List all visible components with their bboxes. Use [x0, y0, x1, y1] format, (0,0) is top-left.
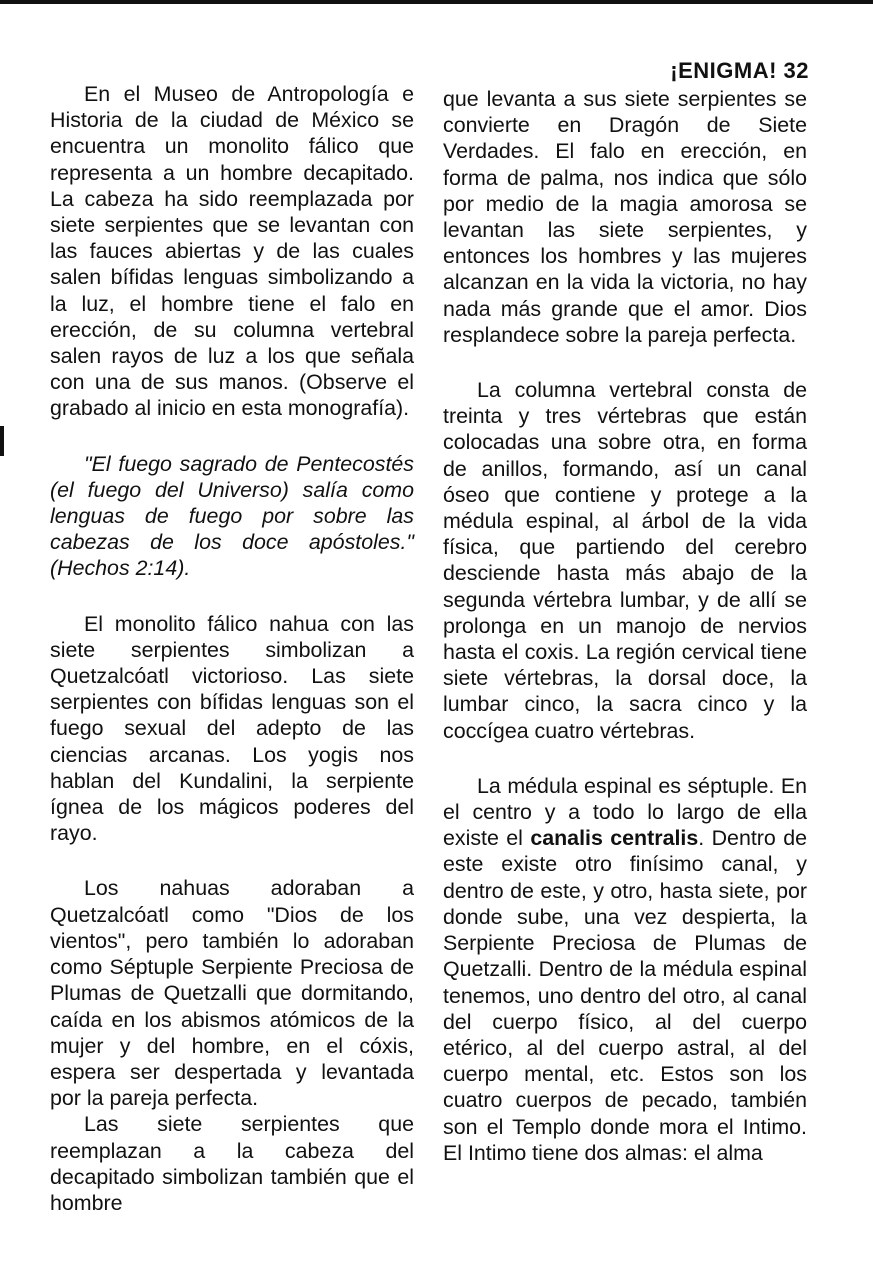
paragraph-museum: En el Museo de Antropología e Historia de la ciudad de México se encuentra un monolito fálico que representa a un hombre decapitado. La cabeza ha sido reemplazada por siete serpientes que se levantan con las fauces abiertas y de las cuales salen bífidas lenguas simbolizando a la luz, el hombre tiene el falo en erección, de su columna vertebral salen rayos de luz a los que señala con una de sus manos. (Observe el grabado al inicio en esta monografía).: [50, 82, 414, 421]
canalis-centralis-term: canalis centralis: [530, 826, 699, 851]
quote-text: "El fuego sagrado de Pentecostés (el fuego del Universo) salía como lenguas de fuego por sobre las cabezas de los doce apóstoles.": [50, 451, 414, 555]
quote-reference: (Hechos 2:14).: [50, 556, 191, 581]
left-edge-mark: [0, 426, 4, 456]
left-column: [50, 81, 414, 1216]
quote-pentecost: [50, 451, 414, 582]
paragraph-monolith: El monolito fálico nahua con las siete serpientes simbolizan a Quetzalcóatl victorioso. Las siete serpientes con bífidas lenguas son el fuego sexual del adepto de las ciencias arcanas. Los yogis nos hablan del Kundalini, la serpiente ígnea de los mágicos poderes del rayo.: [50, 611, 414, 846]
top-border-rule: [0, 0, 873, 4]
paragraph-spine: La columna vertebral consta de treinta y tres vértebras que están colocadas una sobre otra, en forma de anillos, formando, así un canal óseo que contiene y protege a la médula espinal, al árbol de la vida física, que partiendo del cerebro desciende hasta más abajo de la segunda vértebra lumbar, y de allí se prolonga en un manojo de nervios hasta el coxis. La región cervical tiene siete vértebras, la dorsal doce, la lumbar cinco, la sacra cinco y la coccígea cuatro vértebras.: [443, 378, 807, 743]
paragraph-seven-serpents: Las siete serpientes que reemplazan a la cabeza del decapitado simbolizan también que el hombre: [50, 1112, 414, 1215]
medulla-text-b: . Dentro de este existe otro finísimo canal, y dentro de este, y otro, hasta siete, por donde sube, una vez despierta, la Serpiente Preciosa de Plumas de Quetzalli. Dentro de la médula espinal tenemos, uno dentro del otro, al canal del cuerpo físico, al del cuerpo etérico, al del cuerpo astral, al del cuerpo mental, etc. Estos son los cuatro cuerpos de pecado, también son el Templo donde mora el Intimo. El Intimo tiene dos almas: el alma: [443, 826, 808, 1165]
magazine-header: ¡ENIGMA! 32: [670, 58, 809, 83]
paragraph-dragon: que levanta a sus siete serpientes se convierte en Dragón de Siete Verdades. El falo en erección, en forma de palma, nos indica que sólo por medio de la magia amorosa se levantan las siete serpientes, y entonces los hombres y las mujeres alcanzan en la vida la victoria, no hay nada más grande que el amor. Dios resplandece sobre la pareja perfecta.: [443, 87, 807, 347]
paragraph-medulla: [443, 773, 807, 1166]
medulla-text-a: La médula espinal es séptuple. En el centro y a todo lo largo de ella existe el: [443, 773, 807, 851]
right-column: [443, 86, 807, 1166]
paragraph-nahuas: Los nahuas adoraban a Quetzalcóatl como "Dios de los vientos", pero también lo adoraban como Séptuple Serpiente Preciosa de Plumas de Quetzalli que dormitando, caída en los abismos atómicos de la mujer y del hombre, en el cóxis, espera ser despertada y levantada por la pareja perfecta.: [50, 876, 414, 1111]
